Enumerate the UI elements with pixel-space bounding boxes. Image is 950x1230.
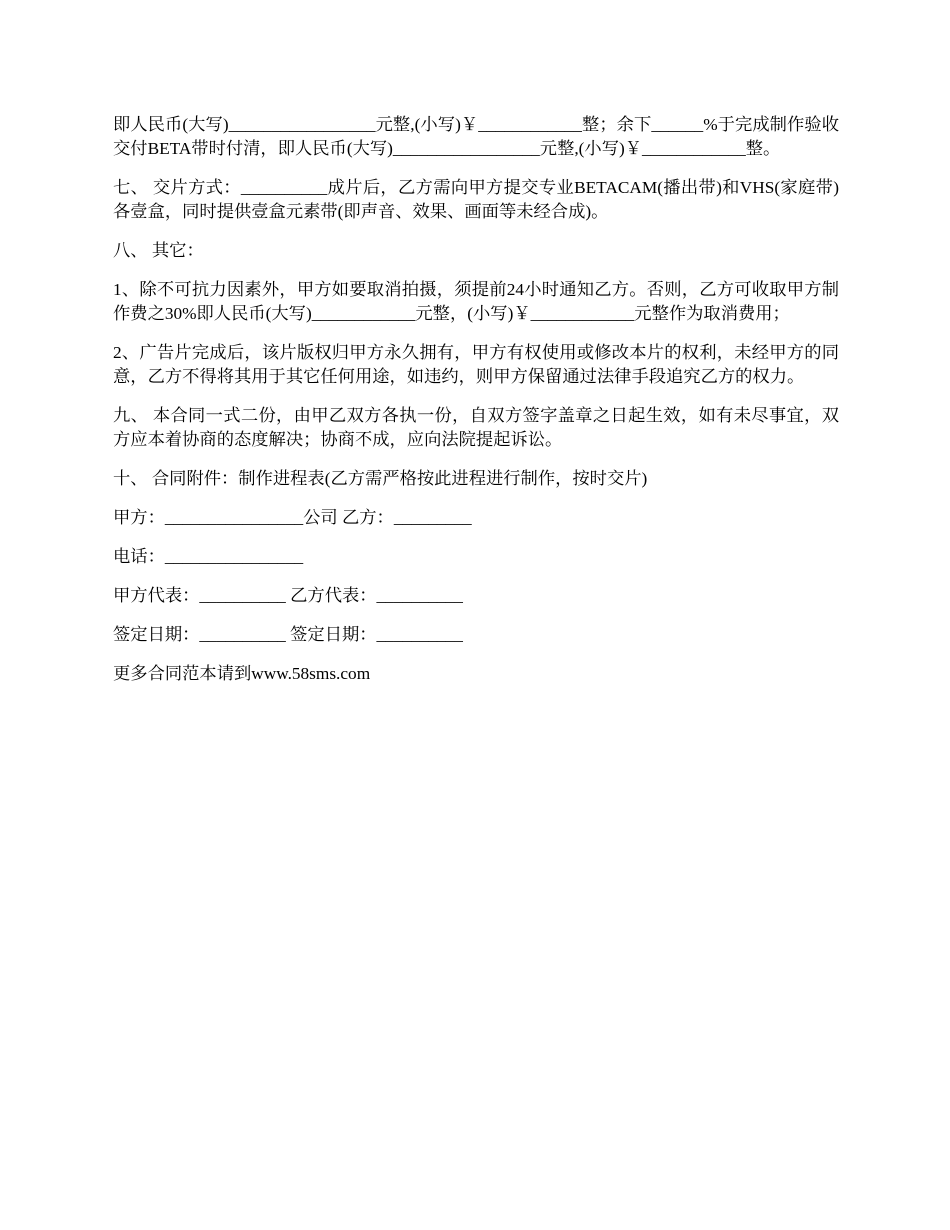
copyright-clause: 2、广告片完成后，该片版权归甲方永久拥有，甲方有权使用或修改本片的权利，未经甲方的同意，乙方不得将其用于其它任何用途，如违约，则甲方保留通过法律手段追究乙方的权力。 <box>113 343 839 386</box>
attachment-paragraph: 十、 合同附件：制作进程表(乙方需严格按此进程进行制作，按时交片) <box>113 469 648 488</box>
cancellation-clause: 1、除不可抗力因素外，甲方如要取消拍摄，须提前24小时通知乙方。否则，乙方可收取甲方制作费之30%即人民币(大写)____________元整，(小写)￥____________元整作为取消费用； <box>113 280 839 323</box>
representatives-line: 甲方代表：__________ 乙方代表：__________ <box>113 586 463 605</box>
delivery-method-paragraph: 七、 交片方式：__________成片后，乙方需向甲方提交专业BETACAM(播出带)和VHS(家庭带)各壹盒，同时提供壹盒元素带(即声音、效果、画面等未经合成)。 <box>113 178 839 221</box>
parties-line: 甲方：________________公司 乙方：_________ <box>113 508 472 527</box>
document-page <box>113 113 839 701</box>
phone-line: 电话：________________ <box>113 547 304 566</box>
signing-date-line: 签定日期：__________ 签定日期：__________ <box>113 625 463 644</box>
contract-validity-paragraph: 九、 本合同一式二份，由甲乙双方各执一份，自双方签字盖章之日起生效，如有未尽事宜，双方应本着协商的态度解决；协商不成，应向法院提起诉讼。 <box>113 406 839 449</box>
payment-terms-paragraph: 即人民币(大写)_________________元整,(小写)￥____________整；余下______%于完成制作验收交付BETA带时付清，即人民币(大写)_________________元整,(小写)￥____________整。 <box>113 115 839 158</box>
footer-promo-line: 更多合同范本请到www.58sms.com <box>113 664 371 683</box>
other-heading: 八、 其它： <box>113 241 204 260</box>
